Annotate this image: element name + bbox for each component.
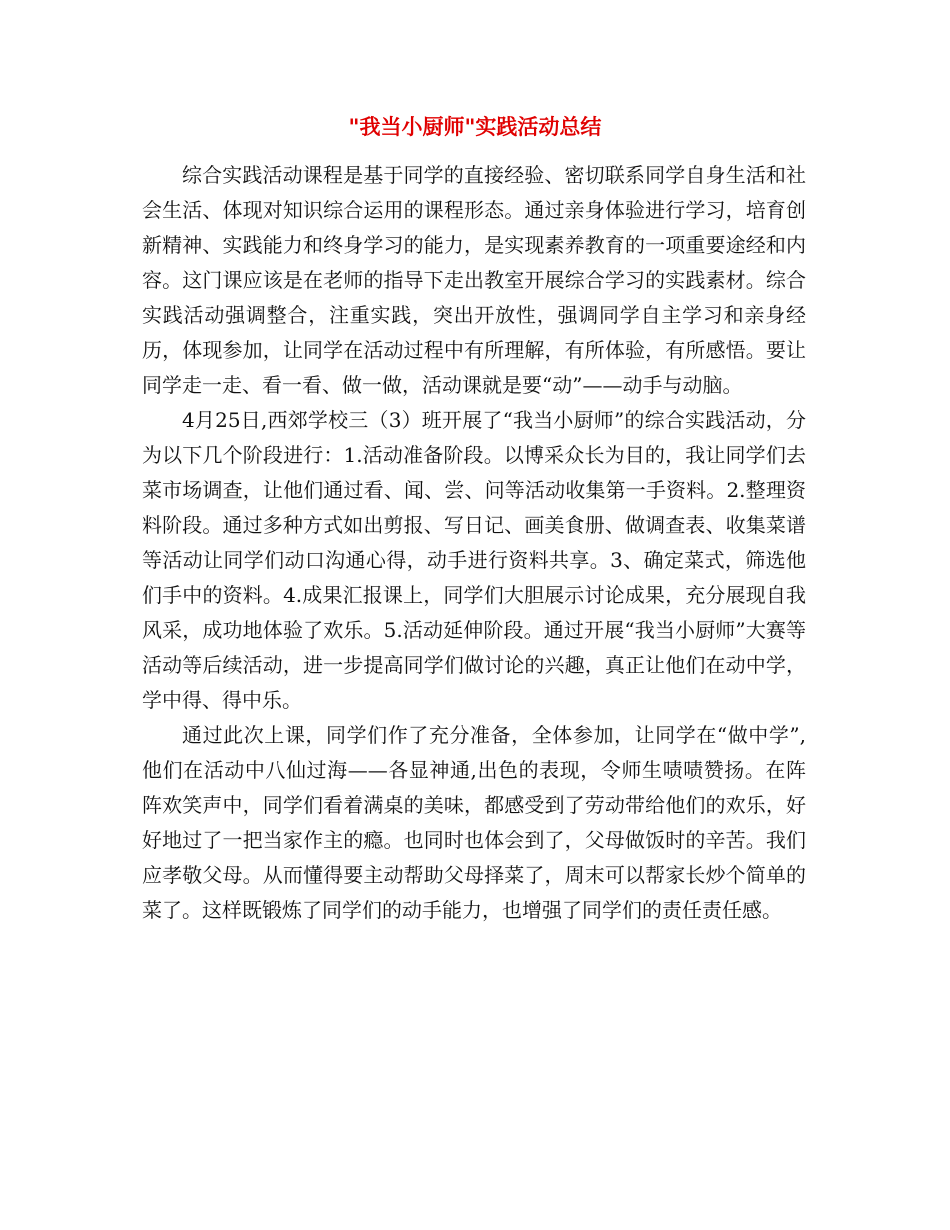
paragraph-reflection: 通过此次上课，同学们作了充分准备，全体参加，让同学在“做中学”,他们在活动中八仙过海——各显神通,出色的表现，令师生啧啧赞扬。在阵阵欢笑声中，同学们看着满桌的美味，都感受到了劳动带给他们的欢乐，好好地过了一把当家作主的瘾。也同时也体会到了，父母做饭时的辛苦。我们应孝敬父母。从而懂得要主动帮助父母择菜了，周末可以帮家长炒个简单的菜了。这样既锻炼了同学们的动手能力，也增强了同学们的责任责任感。 <box>142 723 806 922</box>
document-body <box>142 158 806 928</box>
paragraph-intro: 综合实践活动课程是基于同学的直接经验、密切联系同学自身生活和社会生活、体现对知识综合运用的课程形态。通过亲身体验进行学习，培育创新精神、实践能力和终身学习的能力，是实现素养教育的一项重要途经和内容。这门课应该是在老师的指导下走出教室开展综合学习的实践素材。综合实践活动强调整合，注重实践，突出开放性，强调同学自主学习和亲身经历，体现参加，让同学在活动过程中有所理解，有所体验，有所感悟。要让同学走一走、看一看、做一做，活动课就是要“动”——动手与动脑。 <box>142 163 806 397</box>
paragraph-activity-stages: 4月25日,西郊学校三（3）班开展了“我当小厨师”的综合实践活动，分为以下几个阶段进行：1.活动准备阶段。以博采众长为目的，我让同学们去菜市场调查，让他们通过看、闻、尝、问等活动收集第一手资料。2.整理资料阶段。通过多种方式如出剪报、写日记、画美食册、做调查表、收集菜谱等活动让同学们动口沟通心得，动手进行资料共享。3、确定菜式，筛选他们手中的资料。4.成果汇报课上，同学们大胆展示讨论成果，充分展现自我风采，成功地体验了欢乐。5.活动延伸阶段。通过开展“我当小厨师”大赛等活动等后续活动，进一步提高同学们做讨论的兴趣，真正让他们在动中学，学中得、得中乐。 <box>142 408 806 712</box>
document-title: "我当小厨师"实践活动总结 <box>348 115 602 139</box>
